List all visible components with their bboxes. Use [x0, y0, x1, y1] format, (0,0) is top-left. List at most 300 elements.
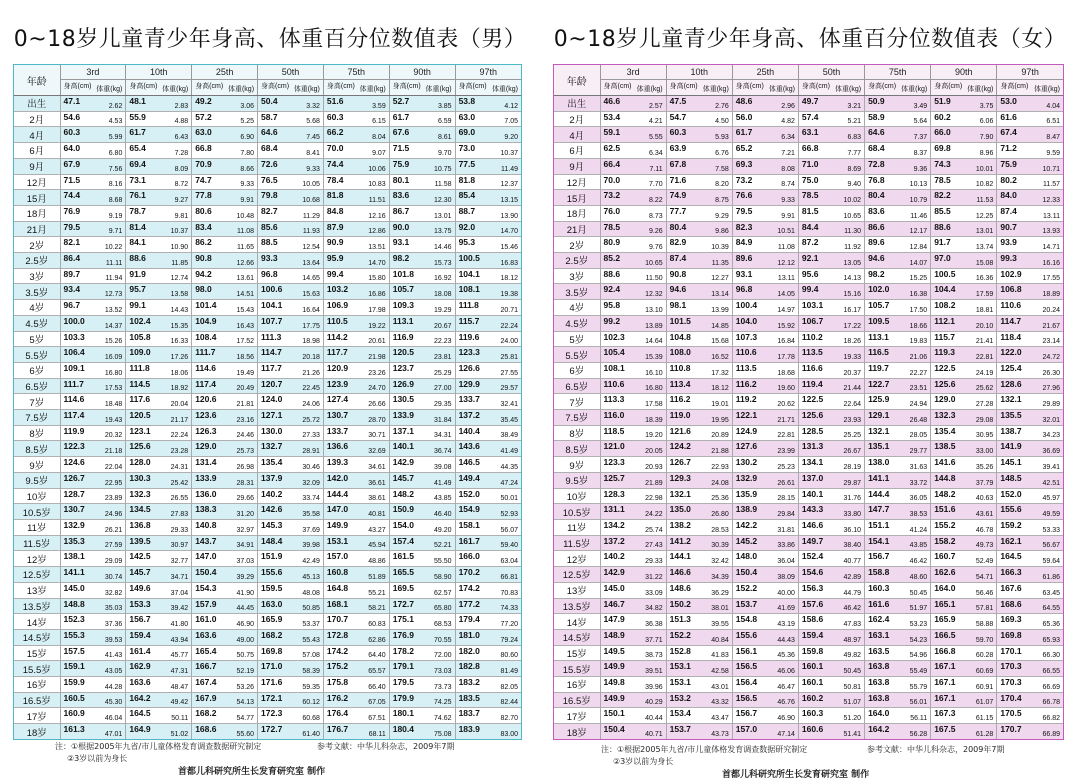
value-cell: [455, 425, 521, 441]
value-cell: [865, 268, 931, 284]
value-cell: [666, 472, 732, 488]
height-value: 123.7: [392, 362, 414, 373]
girl-reference: 参考文献：中华儿科杂志，2009年7期: [867, 745, 1005, 754]
height-value: 66.0: [934, 127, 951, 138]
weight-value: 29.08: [975, 416, 994, 424]
height-value: 81.5: [801, 205, 819, 216]
weight-value: 20.32: [104, 432, 123, 440]
weight-value: 15.43: [236, 306, 255, 314]
weight-value: 6.76: [715, 149, 729, 157]
value-cell: [732, 315, 798, 331]
age-cell: 4月: [554, 127, 600, 143]
height-value: 100.5: [458, 253, 480, 264]
girl-data-row: [554, 190, 1063, 206]
girl-percentile-header: 25th: [732, 65, 798, 80]
height-value: 67.6: [392, 127, 410, 138]
height-value: 167.1: [934, 677, 956, 688]
weight-unit-label: 体重(kg): [835, 86, 862, 93]
value-cell: [865, 253, 931, 269]
value-cell: [931, 410, 997, 426]
value-cell: [60, 158, 126, 174]
boy-unit-header: [389, 80, 455, 96]
height-value: 157.4: [392, 535, 414, 546]
age-cell: 5岁: [14, 331, 60, 347]
weight-value: 6.34: [781, 134, 795, 142]
weight-value: 34.39: [711, 573, 729, 581]
value-cell: [126, 96, 192, 112]
weight-value: 55.21: [368, 589, 386, 597]
height-value: 102.4: [129, 315, 151, 326]
weight-value: 49.42: [170, 699, 189, 707]
height-value: 145.7: [392, 472, 414, 483]
value-cell: [192, 205, 258, 221]
value-cell: [931, 394, 997, 410]
value-cell: [60, 677, 126, 693]
value-cell: [258, 677, 324, 693]
value-cell: [323, 708, 389, 724]
height-value: 130.7: [326, 410, 349, 421]
height-value: 153.1: [669, 661, 691, 672]
weight-value: 9.36: [913, 165, 928, 173]
value-cell: [126, 331, 192, 347]
value-cell: [323, 221, 389, 237]
weight-value: 56.01: [909, 699, 928, 707]
height-value: 114.6: [195, 362, 216, 373]
height-value: 86.4: [63, 253, 81, 264]
weight-value: 46.42: [909, 558, 928, 566]
value-cell: [192, 394, 258, 410]
weight-value: 8.41: [306, 149, 320, 157]
height-value: 93.9: [1000, 237, 1017, 248]
weight-value: 40.77: [843, 558, 862, 566]
value-cell: [455, 253, 521, 269]
value-cell: [389, 472, 455, 488]
weight-unit-label: 体重(kg): [901, 86, 928, 93]
weight-value: 80.60: [500, 652, 518, 660]
height-value: 80.6: [195, 205, 212, 216]
weight-value: 11.50: [645, 275, 663, 283]
value-cell: [192, 221, 258, 237]
height-value: 129.0: [195, 441, 217, 452]
boy-data-row: [14, 362, 521, 378]
value-cell: [997, 300, 1063, 316]
height-value: 154.9: [458, 504, 480, 515]
value-cell: [600, 661, 666, 677]
weight-value: 52.19: [236, 668, 255, 676]
weight-value: 55.60: [236, 731, 255, 738]
height-unit-label: 身高(cm): [63, 83, 92, 90]
value-cell: [865, 315, 931, 331]
height-value: 71.2: [1000, 143, 1017, 154]
height-value: 75.9: [1000, 158, 1017, 169]
age-cell: 11.5岁: [14, 535, 60, 551]
weight-value: 53.33: [1042, 526, 1060, 534]
weight-value: 45.30: [104, 699, 123, 707]
weight-value: 36.61: [368, 479, 386, 487]
value-cell: [732, 457, 798, 473]
value-cell: [126, 378, 192, 394]
height-value: 152.4: [801, 551, 824, 562]
height-value: 82.3: [735, 221, 753, 232]
value-cell: [732, 661, 798, 677]
height-value: 149.9: [326, 519, 349, 530]
value-cell: [798, 284, 864, 300]
height-value: 155.2: [934, 519, 956, 530]
height-value: 122.5: [934, 362, 956, 373]
value-cell: [323, 425, 389, 441]
weight-value: 23.99: [777, 448, 795, 456]
weight-value: 14.07: [909, 259, 928, 267]
value-cell: [798, 535, 864, 551]
weight-value: 21.41: [975, 338, 994, 346]
value-cell: [323, 111, 389, 127]
weight-value: 17.22: [843, 322, 862, 330]
value-cell: [865, 425, 931, 441]
girl-data-row: [554, 692, 1063, 708]
height-value: 119.9: [63, 425, 85, 436]
value-cell: [126, 472, 192, 488]
weight-value: 17.75: [302, 322, 320, 330]
weight-value: 13.58: [170, 291, 189, 299]
value-cell: [997, 677, 1063, 693]
weight-value: 32.97: [236, 526, 255, 534]
value-cell: [258, 190, 324, 206]
height-value: 102.0: [868, 284, 890, 295]
boy-data-row: [14, 221, 521, 237]
weight-value: 50.11: [171, 715, 189, 723]
height-value: 150.9: [392, 504, 414, 515]
weight-value: 20.10: [975, 322, 994, 330]
height-value: 153.1: [326, 535, 349, 546]
weight-value: 18.81: [975, 306, 994, 314]
value-cell: [931, 488, 997, 504]
weight-value: 27.43: [645, 542, 663, 550]
weight-value: 57.81: [975, 605, 994, 613]
value-cell: [389, 331, 455, 347]
girl-data-row: [554, 158, 1063, 174]
value-cell: [865, 394, 931, 410]
weight-value: 13.11: [777, 275, 795, 283]
weight-value: 11.65: [237, 244, 255, 252]
height-value: 75.0: [801, 174, 819, 185]
value-cell: [997, 190, 1063, 206]
weight-value: 56.67: [1042, 542, 1060, 550]
value-cell: [389, 457, 455, 473]
height-value: 60.2: [934, 111, 951, 122]
height-unit-label: 身高(cm): [195, 83, 224, 90]
age-cell: 5.5岁: [554, 347, 600, 363]
age-cell: 18月: [14, 205, 60, 221]
value-cell: [258, 284, 324, 300]
value-cell: [389, 410, 455, 426]
value-cell: [258, 331, 324, 347]
weight-value: 61.40: [302, 731, 320, 738]
girl-data-row: [554, 174, 1063, 190]
height-value: 79.5: [735, 205, 753, 216]
height-value: 138.0: [868, 457, 890, 468]
height-value: 120.5: [129, 410, 151, 421]
height-value: 118.4: [1000, 331, 1022, 342]
height-value: 92.0: [458, 221, 476, 232]
height-value: 98.1: [669, 300, 687, 311]
height-value: 160.6: [801, 724, 824, 735]
height-value: 130.0: [261, 425, 283, 436]
weight-value: 23.51: [909, 385, 928, 393]
weight-value: 59.35: [302, 683, 320, 691]
height-value: 99.4: [326, 268, 344, 279]
value-cell: [126, 221, 192, 237]
boy-data-row: [14, 331, 521, 347]
weight-value: 79.24: [500, 636, 518, 644]
value-cell: [60, 457, 126, 473]
height-value: 65.4: [129, 143, 146, 154]
weight-value: 7.11: [649, 165, 663, 173]
value-cell: [666, 127, 732, 143]
height-value: 113.1: [868, 331, 889, 342]
height-value: 169.3: [1000, 614, 1022, 625]
weight-value: 11.57: [1043, 181, 1060, 189]
weight-value: 26.67: [843, 448, 862, 456]
value-cell: [732, 347, 798, 363]
height-value: 58.9: [868, 111, 885, 122]
value-cell: [600, 268, 666, 284]
value-cell: [600, 457, 666, 473]
height-value: 163.6: [195, 629, 217, 640]
height-value: 112.1: [934, 315, 956, 326]
value-cell: [126, 441, 192, 457]
value-cell: [931, 457, 997, 473]
weight-value: 41.43: [104, 652, 123, 660]
value-cell: [258, 237, 324, 253]
value-cell: [931, 425, 997, 441]
height-value: 170.4: [1000, 692, 1022, 703]
age-cell: 出生: [14, 96, 60, 112]
weight-value: 51.89: [368, 573, 386, 581]
value-cell: [192, 127, 258, 143]
weight-value: 62.86: [368, 636, 386, 644]
weight-value: 17.59: [975, 291, 994, 299]
weight-value: 44.28: [104, 683, 123, 691]
weight-value: 60.12: [302, 699, 320, 707]
boy-percentile-header: 50th: [258, 65, 324, 80]
height-value: 171.6: [261, 677, 283, 688]
weight-value: 32.42: [711, 558, 729, 566]
height-value: 148.5: [1000, 472, 1022, 483]
age-cell: 10岁: [14, 488, 60, 504]
value-cell: [600, 190, 666, 206]
height-value: 156.7: [868, 551, 890, 562]
weight-value: 9.59: [1046, 149, 1060, 157]
value-cell: [389, 488, 455, 504]
height-value: 75.9: [392, 158, 410, 169]
height-value: 85.4: [458, 190, 476, 201]
height-value: 104.8: [669, 331, 691, 342]
height-value: 106.8: [1000, 284, 1022, 295]
weight-value: 66.69: [1042, 683, 1060, 691]
height-value: 183.9: [458, 724, 480, 735]
height-value: 51.6: [326, 96, 344, 106]
girl-data-row: [554, 237, 1063, 253]
weight-value: 4.21: [649, 118, 663, 126]
value-cell: [389, 394, 455, 410]
weight-value: 11.51: [368, 196, 386, 204]
value-cell: [732, 724, 798, 739]
value-cell: [666, 441, 732, 457]
weight-value: 34.31: [434, 432, 452, 440]
height-value: 148.2: [392, 488, 414, 499]
height-value: 63.0: [458, 111, 476, 122]
height-value: 98.0: [195, 284, 212, 295]
height-value: 122.3: [63, 441, 85, 452]
weight-value: 4.12: [504, 102, 518, 110]
boy-data-row: [14, 378, 521, 394]
height-value: 65.2: [735, 143, 753, 154]
weight-value: 12.30: [434, 196, 452, 204]
weight-value: 11.92: [844, 244, 862, 252]
height-value: 154.0: [392, 519, 414, 530]
value-cell: [258, 551, 324, 567]
height-value: 147.0: [326, 504, 349, 515]
value-cell: [666, 661, 732, 677]
height-value: 109.3: [392, 300, 414, 311]
weight-value: 12.74: [170, 275, 189, 283]
value-cell: [798, 582, 864, 598]
height-value: 47.5: [669, 96, 687, 106]
weight-value: 72.00: [434, 652, 452, 660]
height-value: 159.4: [801, 629, 824, 640]
value-cell: [732, 221, 798, 237]
height-value: 153.3: [129, 598, 151, 609]
weight-value: 36.05: [909, 495, 928, 503]
height-value: 180.1: [392, 708, 414, 719]
value-cell: [126, 143, 192, 159]
weight-value: 15.39: [645, 353, 663, 361]
value-cell: [865, 347, 931, 363]
height-value: 144.8: [934, 472, 956, 483]
height-value: 85.6: [261, 221, 278, 232]
value-cell: [931, 472, 997, 488]
height-value: 159.5: [261, 582, 283, 593]
weight-value: 8.69: [847, 165, 862, 173]
weight-value: 22.45: [302, 385, 320, 393]
girl-unit-row: [554, 80, 1063, 96]
value-cell: [732, 205, 798, 221]
value-cell: [126, 457, 192, 473]
weight-value: 5.68: [306, 118, 320, 126]
value-cell: [600, 614, 666, 630]
height-value: 138.1: [63, 551, 85, 562]
value-cell: [997, 645, 1063, 661]
value-cell: [60, 96, 126, 112]
weight-unit-label: 体重(kg): [162, 86, 189, 93]
value-cell: [60, 724, 126, 739]
height-value: 175.1: [392, 614, 414, 625]
boy-unit-header: [323, 80, 389, 96]
value-cell: [323, 551, 389, 567]
age-cell: 16.5岁: [554, 692, 600, 708]
height-value: 103.2: [326, 284, 349, 295]
height-value: 90.0: [392, 221, 410, 232]
weight-value: 4.53: [108, 118, 123, 126]
height-value: 143.7: [195, 535, 217, 546]
height-value: 104.1: [458, 268, 480, 279]
boy-data-row: [14, 457, 521, 473]
weight-value: 14.13: [843, 275, 862, 283]
value-cell: [997, 111, 1063, 127]
height-value: 111.7: [195, 347, 216, 358]
value-cell: [323, 645, 389, 661]
weight-value: 66.78: [1042, 699, 1060, 707]
weight-value: 19.38: [500, 291, 518, 299]
value-cell: [798, 614, 864, 630]
height-value: 114.6: [63, 394, 85, 405]
boy-age-header: 年龄: [14, 65, 60, 96]
height-value: 162.1: [1000, 535, 1022, 546]
weight-value: 39.42: [170, 605, 189, 613]
value-cell: [865, 504, 931, 520]
value-cell: [600, 284, 666, 300]
value-cell: [865, 645, 931, 661]
weight-value: 41.90: [236, 589, 255, 597]
weight-value: 54.77: [236, 715, 255, 723]
height-value: 100.5: [934, 268, 956, 279]
height-value: 154.8: [735, 614, 758, 625]
height-value: 128.0: [129, 457, 151, 468]
height-value: 119.7: [868, 362, 889, 373]
age-cell: 7岁: [554, 394, 600, 410]
weight-value: 15.73: [434, 259, 452, 267]
height-value: 95.7: [129, 284, 146, 295]
weight-value: 16.64: [302, 306, 320, 314]
weight-value: 38.61: [368, 495, 386, 503]
weight-value: 75.08: [434, 731, 452, 738]
height-value: 151.1: [868, 519, 890, 530]
weight-value: 47.14: [777, 731, 795, 738]
value-cell: [997, 347, 1063, 363]
value-cell: [258, 315, 324, 331]
weight-value: 3.75: [979, 102, 994, 110]
height-value: 124.9: [735, 425, 758, 436]
height-value: 135.5: [1000, 410, 1022, 421]
value-cell: [389, 268, 455, 284]
weight-value: 9.40: [847, 181, 862, 189]
value-cell: [192, 253, 258, 269]
height-value: 101.4: [195, 300, 217, 311]
weight-value: 20.49: [236, 385, 255, 393]
girl-data-row: [554, 472, 1063, 488]
weight-value: 37.36: [104, 620, 123, 628]
value-cell: [455, 174, 521, 190]
value-cell: [666, 237, 732, 253]
value-cell: [192, 677, 258, 693]
height-value: 111.7: [63, 378, 84, 389]
value-cell: [865, 551, 931, 567]
weight-value: 43.05: [104, 668, 123, 676]
weight-value: 44.43: [777, 636, 795, 644]
value-cell: [455, 472, 521, 488]
height-value: 156.5: [735, 692, 758, 703]
value-cell: [997, 661, 1063, 677]
weight-value: 60.91: [975, 683, 994, 691]
height-value: 142.2: [735, 519, 758, 530]
weight-value: 16.43: [236, 322, 255, 330]
value-cell: [389, 158, 455, 174]
value-cell: [126, 724, 192, 739]
girl-data-row: [554, 315, 1063, 331]
weight-value: 14.70: [500, 228, 518, 236]
value-cell: [931, 96, 997, 112]
height-value: 119.0: [669, 410, 691, 421]
